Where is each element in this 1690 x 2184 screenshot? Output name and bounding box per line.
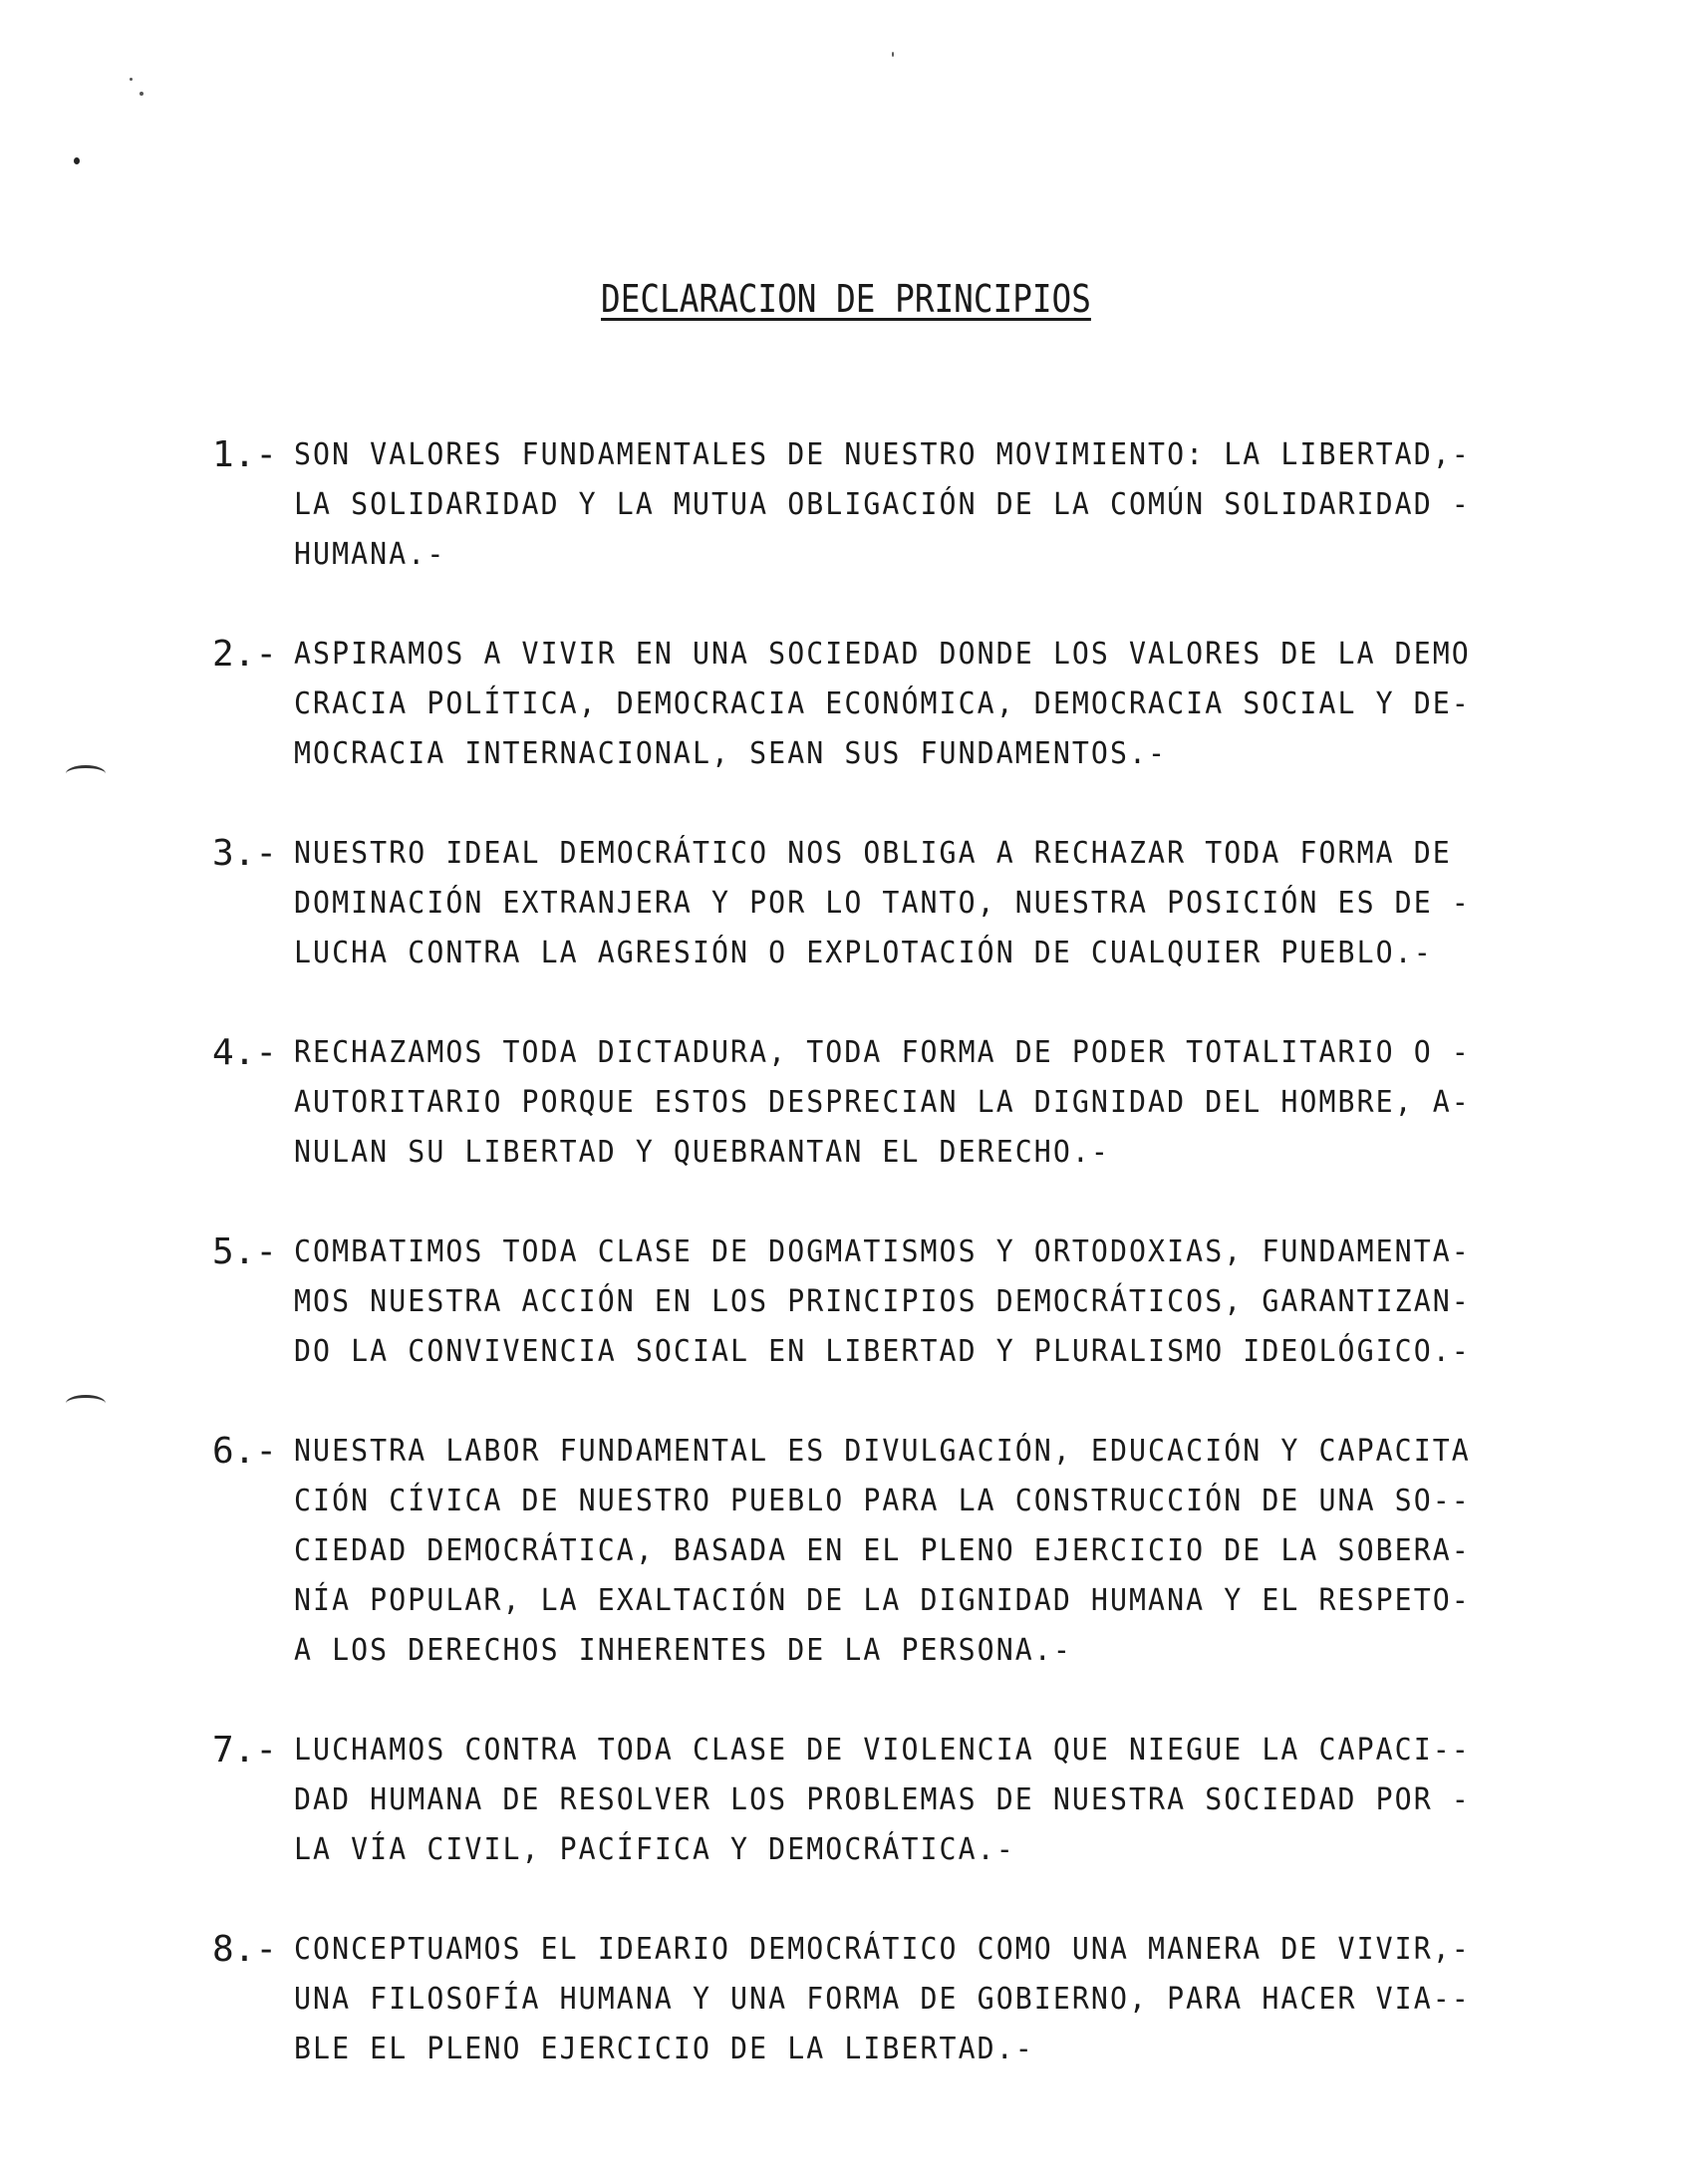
- principles-list: [0, 430, 1690, 2124]
- item-number: 2.-: [212, 634, 278, 675]
- item-line: DOMINACIÓN EXTRANJERA Y POR LO TANTO, NUESTRA POSICIÓN ES DE -: [294, 886, 1471, 921]
- item-line: SON VALORES FUNDAMENTALES DE NUESTRO MOVIMIENTO: LA LIBERTAD,-: [294, 437, 1471, 472]
- item-number: 3.-: [212, 833, 278, 874]
- item-line: UNA FILOSOFÍA HUMANA Y UNA FORMA DE GOBIERNO, PARA HACER VIA--: [294, 1982, 1471, 2017]
- principle-item: [0, 829, 1690, 978]
- item-line: CIEDAD DEMOCRÁTICA, BASADA EN EL PLENO EJERCICIO DE LA SOBERA-: [294, 1533, 1471, 1568]
- scan-speck: [140, 92, 143, 96]
- item-line: DAD HUMANA DE RESOLVER LOS PROBLEMAS DE NUESTRA SOCIEDAD POR -: [294, 1782, 1471, 1817]
- item-line: LUCHAMOS CONTRA TODA CLASE DE VIOLENCIA QUE NIEGUE LA CAPACI--: [294, 1733, 1471, 1768]
- item-line: AUTORITARIO PORQUE ESTOS DESPRECIAN LA DIGNIDAD DEL HOMBRE, A-: [294, 1085, 1471, 1120]
- principle-item: [0, 630, 1690, 779]
- principle-item: [0, 430, 1690, 580]
- item-number: 7.-: [212, 1730, 278, 1771]
- item-line: CRACIA POLÍTICA, DEMOCRACIA ECONÓMICA, DEMOCRACIA SOCIAL Y DE-: [294, 686, 1471, 721]
- principle-item: [0, 1028, 1690, 1178]
- item-line: HUMANA.-: [294, 537, 446, 572]
- item-line: NULAN SU LIBERTAD Y QUEBRANTAN EL DERECHO.-: [294, 1135, 1110, 1170]
- item-line: COMBATIMOS TODA CLASE DE DOGMATISMOS Y ORTODOXIAS, FUNDAMENTA-: [294, 1234, 1471, 1269]
- item-line: BLE EL PLENO EJERCICIO DE LA LIBERTAD.-: [294, 2032, 1034, 2066]
- item-line: CIÓN CÍVICA DE NUESTRO PUEBLO PARA LA CONSTRUCCIÓN DE UNA SO--: [294, 1484, 1471, 1518]
- principle-item: [0, 1925, 1690, 2074]
- item-line: CONCEPTUAMOS EL IDEARIO DEMOCRÁTICO COMO UNA MANERA DE VIVIR,-: [294, 1932, 1471, 1967]
- item-line: RECHAZAMOS TODA DICTADURA, TODA FORMA DE PODER TOTALITARIO O -: [294, 1035, 1471, 1070]
- item-number: 5.-: [212, 1231, 278, 1272]
- scan-speck: [130, 78, 133, 81]
- item-line: MOS NUESTRA ACCIÓN EN LOS PRINCIPIOS DEMOCRÁTICOS, GARANTIZAN-: [294, 1284, 1471, 1319]
- scan-speck: [892, 52, 894, 57]
- item-line: ASPIRAMOS A VIVIR EN UNA SOCIEDAD DONDE LOS VALORES DE LA DEMO: [294, 637, 1471, 672]
- item-number: 4.-: [212, 1032, 278, 1073]
- item-line: NÍA POPULAR, LA EXALTACIÓN DE LA DIGNIDAD HUMANA Y EL RESPETO-: [294, 1583, 1471, 1618]
- item-line: A LOS DERECHOS INHERENTES DE LA PERSONA.-: [294, 1633, 1072, 1668]
- item-number: 6.-: [212, 1431, 278, 1472]
- item-line: LA VÍA CIVIL, PACÍFICA Y DEMOCRÁTICA.-: [294, 1832, 1015, 1867]
- scan-speck: [74, 157, 80, 164]
- item-line: LUCHA CONTRA LA AGRESIÓN O EXPLOTACIÓN DE CUALQUIER PUEBLO.-: [294, 936, 1433, 970]
- principle-item: [0, 1726, 1690, 1875]
- principle-item: [0, 1228, 1690, 1377]
- item-number: 8.-: [212, 1929, 278, 1970]
- item-line: NUESTRO IDEAL DEMOCRÁTICO NOS OBLIGA A RECHAZAR TODA FORMA DE: [294, 836, 1452, 871]
- item-line: NUESTRA LABOR FUNDAMENTAL ES DIVULGACIÓN, EDUCACIÓN Y CAPACITA: [294, 1434, 1471, 1469]
- item-line: DO LA CONVIVENCIA SOCIAL EN LIBERTAD Y PLURALISMO IDEOLÓGICO.-: [294, 1334, 1471, 1369]
- item-line: LA SOLIDARIDAD Y LA MUTUA OBLIGACIÓN DE LA COMÚN SOLIDARIDAD -: [294, 487, 1471, 522]
- principle-item: [0, 1427, 1690, 1676]
- page-title: DECLARACION DE PRINCIPIOS: [601, 277, 1091, 321]
- item-line: MOCRACIA INTERNACIONAL, SEAN SUS FUNDAMENTOS.-: [294, 736, 1168, 771]
- item-number: 1.-: [212, 434, 278, 475]
